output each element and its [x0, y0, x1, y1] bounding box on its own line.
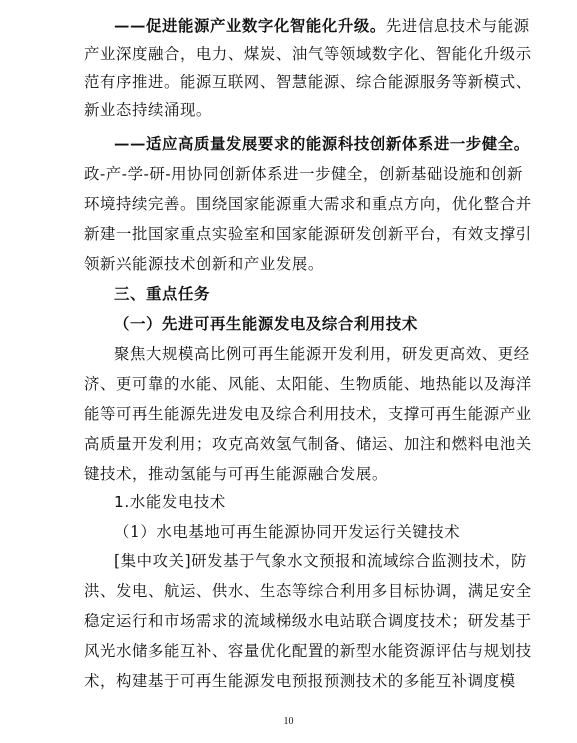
paragraph-line: 洪、发电、航运、供水、生态等综合利用多目标协调，满足安全: [84, 582, 532, 600]
paragraph-line: 新业态持续涌现。: [84, 101, 212, 119]
item-heading: 1.水能发电技术: [114, 493, 226, 511]
paragraph-line: 能等可再生能源先进发电及综合利用技术，支撑可再生能源产业: [84, 405, 532, 423]
paragraph-line: 稳定运行和市场需求的流域梯级水电站联合调度技术；研发基于: [84, 612, 532, 630]
paragraph-line: 政-产-学-研-用协同创新体系进一步健全，创新基础设施和创新: [84, 165, 523, 183]
paragraph-line: 聚焦大规模高比例可再生能源开发利用，研发更高效、更经: [114, 345, 530, 363]
paragraph-line: 术，构建基于可再生能源发电预报预测技术的多能互补调度模: [84, 672, 516, 690]
page-number: 10: [283, 716, 294, 727]
paragraph-line: 高质量开发利用；攻克高效氢气制备、储运、加注和燃料电池关: [84, 435, 532, 453]
paragraph-line: 新建一批国家重点实验室和国家能源研发创新平台，有效支撑引: [84, 225, 532, 243]
sub-item-heading: （1）水电基地可再生能源协同开发运行关键技术: [114, 523, 461, 541]
paragraph-line: 济、更可靠的水能、风能、太阳能、生物质能、地热能以及海洋: [84, 375, 532, 393]
paragraph-line: ——促进能源产业数字化智能化升级。先进信息技术与能源: [114, 17, 530, 35]
bold-lead: ——促进能源产业数字化智能化升级。: [114, 17, 386, 35]
paragraph-line: 范有序推进。能源互联网、智慧能源、综合能源服务等新模式、: [84, 73, 532, 91]
paragraph-line: [集中攻关]研发基于气象水文预报和流域综合监测技术，防: [114, 552, 527, 570]
bold-lead: ——适应高质量发展要求的能源科技创新体系进一步健全。: [114, 135, 530, 153]
paragraph-line: 产业深度融合，电力、煤炭、油气等领域数字化、智能化升级示: [84, 45, 532, 63]
section-heading: 三、重点任务: [114, 285, 210, 303]
paragraph-line: 领新兴能源技术创新和产业发展。: [84, 255, 324, 273]
subsection-heading: （一）先进可再生能源发电及综合利用技术: [114, 315, 418, 333]
paragraph-line: 风光水储多能互补、容量优化配置的新型水能资源评估与规划技: [84, 642, 532, 660]
paragraph-line: 键技术，推动氢能与可再生能源融合发展。: [84, 465, 388, 483]
paragraph-line: 环境持续完善。围绕国家能源重大需求和重点方向，优化整合并: [84, 195, 532, 213]
